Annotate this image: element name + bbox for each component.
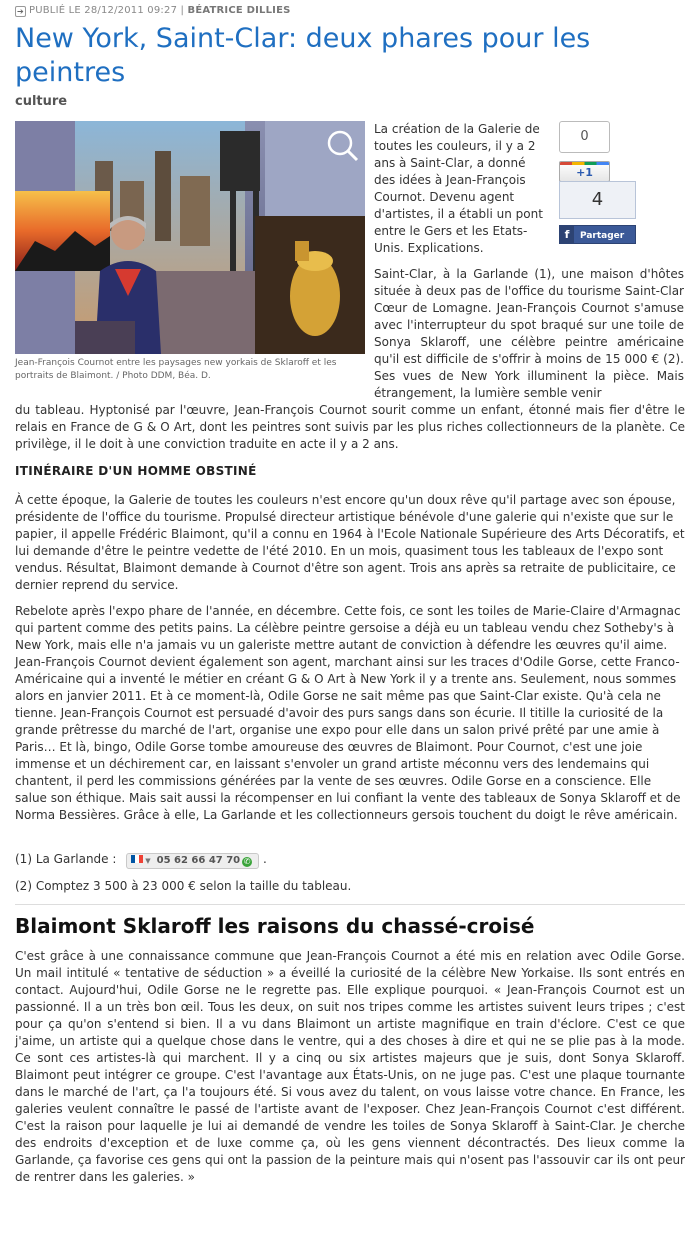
footnote-1-label: (1) La Garlande : xyxy=(15,852,117,866)
section-divider xyxy=(15,904,685,905)
article-category[interactable]: culture xyxy=(15,94,68,109)
article-title: New York, Saint-Clar: deux phares pour les peintres xyxy=(15,23,591,88)
section-title: Blaimont Sklaroff les raisons du chassé-croisé xyxy=(15,914,535,938)
facebook-share-count: 4 xyxy=(559,181,636,219)
meta-separator: | xyxy=(180,5,185,16)
phone-widget[interactable] xyxy=(126,853,259,869)
paragraph-2: À cette époque, la Galerie de toutes les couleurs n'est encore qu'un doux rêve qu'il partage avec son épouse, présidente de l'office du tourisme. Propulsé directeur artistique bénévole d'une galerie qui n'existe que sur le papier, il appelle Frédéric Blaimont, qu'il a connu en 1964 à l'Ecole Nationale Supérieure des Arts Décoratifs, et lui demande d'être le peintre vedette de l'été 2010. En un mois, quasiment tous les tableaux de l'expo sont vendus. Résultat, Blaimont demande à Cournot d'être son agent. Trois ans après sa retraite de publicitaire, ce dernier reprend du service. xyxy=(15,493,685,592)
plusone-label: +1 xyxy=(576,166,593,179)
dropdown-arrow-icon: ▼ xyxy=(145,857,151,865)
phone-number: 05 62 66 47 70 xyxy=(156,855,241,866)
france-flag-icon xyxy=(131,855,143,863)
paragraph-1-rest: du tableau. Hyptonisé par l'œuvre, Jean-François Cournot sourit comme un enfant, étonné mais fier d'être le relais en France de G & O Art, dont les peintres sont suivis par les plus riches collectionneurs de la planète. Ce privilège, il le doit à une conviction traduite en acte il y a 2 ans. xyxy=(15,403,685,451)
footnote-1 xyxy=(15,851,267,869)
facebook-share-button[interactable] xyxy=(559,225,636,244)
photo-illustration xyxy=(15,121,365,354)
footnote-1-after: . xyxy=(262,852,267,866)
article-intro: La création de la Galerie de toutes les couleurs, il y a 2 ans à Saint-Clar, a donné des idées à Jean-François Cournot. Devenu agent d'artistes, il a établi un pont entre le Gers et les Etats-Unis. Explications. xyxy=(374,122,543,255)
google-plusone-button[interactable] xyxy=(559,161,610,182)
phone-call-icon: ✆ xyxy=(243,857,251,866)
paragraph-4: C'est grâce à une connaissance commune que Jean-François Cournot a été mis en relation avec Odile Gorse. Un mail intitulé « tentative de séduction » a éveillé la curiosité de la célèbre New Yorkaise. Ils sont entrés en contact. Aujourd'hui, Odile Gorse ne le regrette pas. Elle explique pourquoi. « Jean-François Cournot est un passionné. Il a un très bon œil. Tous les deux, on suit nos tripes comme les artistes suivent leurs tripes ; c'est pour ça qu'on s'entend si bien. Il a vu dans Blaimont un artiste magnifique en train d'éclore. C'est ce que j'aime, un artiste qui a quelque chose dans le ventre, qui a des choses à dire et qui ne se plie pas à la mode. Ce sont ces artistes-là qui marchent. Il y a cinq ou six artistes majeurs que je suis, dont Sonya Sklaroff. Blaimont peut intégrer ce groupe. C'est l'avantage aux États-Unis, on ne juge pas. C'est une plaque tournante dans le marché de l'art, ça l'a toujours été. Si vous avez du talent, on vous laisse votre chance. En France, les galeries veulent connaître le passé de l'artiste avant de l'exposer. Chez Jean-François Cournot c'est différent. C'est la raison pour laquelle je lui ai demandé de vendre les toiles de Sonya Sklaroff à Saint-Clar. Je cherche des endroits d'exception et de luxe comme ça, où les gens viennent décontractés. Des lieux comme la Garlande, ça favorise ces gens qui ont la passion de la peinture mais qui n'osent pas l'assouvir car ils ont peur de rentrer dans les galeries. » xyxy=(15,949,685,1184)
publish-date: PUBLIÉ LE 28/12/2011 09:27 xyxy=(29,5,178,16)
footnote-2: (2) Comptez 3 500 à 23 000 € selon la taille du tableau. xyxy=(15,879,352,893)
subheading: ITINÉRAIRE D'UN HOMME OBSTINÉ xyxy=(15,464,257,478)
google-plus-count: 0 xyxy=(559,121,610,153)
facebook-share-label: Partager xyxy=(580,231,625,241)
paragraph-3: Rebelote après l'expo phare de l'année, en décembre. Cette fois, ce sont les toiles de Marie-Claire d'Armagnac qui partent comme des petits pains. La célèbre peintre gersoise a déjà eu un tableau vendu chez Sotheby's à New York, mais elle n'a jamais vu un galeriste mettre autant de conviction à défendre les œuvres qu'il aime. Jean-François Cournot devient également son agent, marchant ainsi sur les traces d'Odile Gorse, cette Franco-Américaine qui a inventé le métier en créant G & O Art à New York il y a trente ans. Seulement, nous sommes alors en janvier 2011. Et à ce moment-là, Odile Gorse ne sait même pas que Saint-Clar existe. Qu'à cela ne tienne. Jean-François Cournot est persuadé d'avoir des purs sangs dans son écurie. Il titille la curiosité de la grande prêtresse du marché de l'art, organise une expo pour elle dans un salon privé prêté par une amie à Paris… Et là, bingo, Odile Gorse tombe amoureuse des œuvres de Blaimont. Pour Cournot, c'est une joie immense et un déchirement car, en laissant s'envoler un grand artiste méconnu vers des lendemains qui chantent, il perd les commissions générées par la vente de ses œuvres. Odile Gorse en a conscience. Elle salue son éthique. Mais sait aussi la récompenser en lui confiant la vente des tableaux de Sonya Sklaroff et de Norma Bessières. Grâce à elle, La Garlande et les collectionneurs gersois touchent du doigt le rêve américain. xyxy=(15,604,681,822)
article-meta xyxy=(15,5,291,17)
author-name[interactable]: BÉATRICE DILLIES xyxy=(187,5,291,16)
google-stripe xyxy=(560,162,609,165)
paragraph-1-top: Saint-Clar, à la Garlande (1), une maison d'hôtes située à deux pas de l'office du tourisme Saint-Clar Cœur de Lomagne. Jean-François Cournot s'amuse avec l'interrupteur du spot braqué sur une toile de Sonya Sklaroff, une célèbre peintre américaine qu'il est difficile de s'offrir à moins de 15 000 € (2). Ses vues de New York illuminent la pièce. Mais étrangement, la lumière semble venir xyxy=(374,267,684,400)
arrow-right-icon: ➔ xyxy=(15,6,26,17)
photo-caption: Jean-François Cournot entre les paysages new yorkais de Sklaroff et les portraits de Blaimont. / Photo DDM, Béa. D. xyxy=(15,358,337,381)
facebook-icon: f xyxy=(560,226,574,243)
article-photo[interactable] xyxy=(15,121,365,354)
